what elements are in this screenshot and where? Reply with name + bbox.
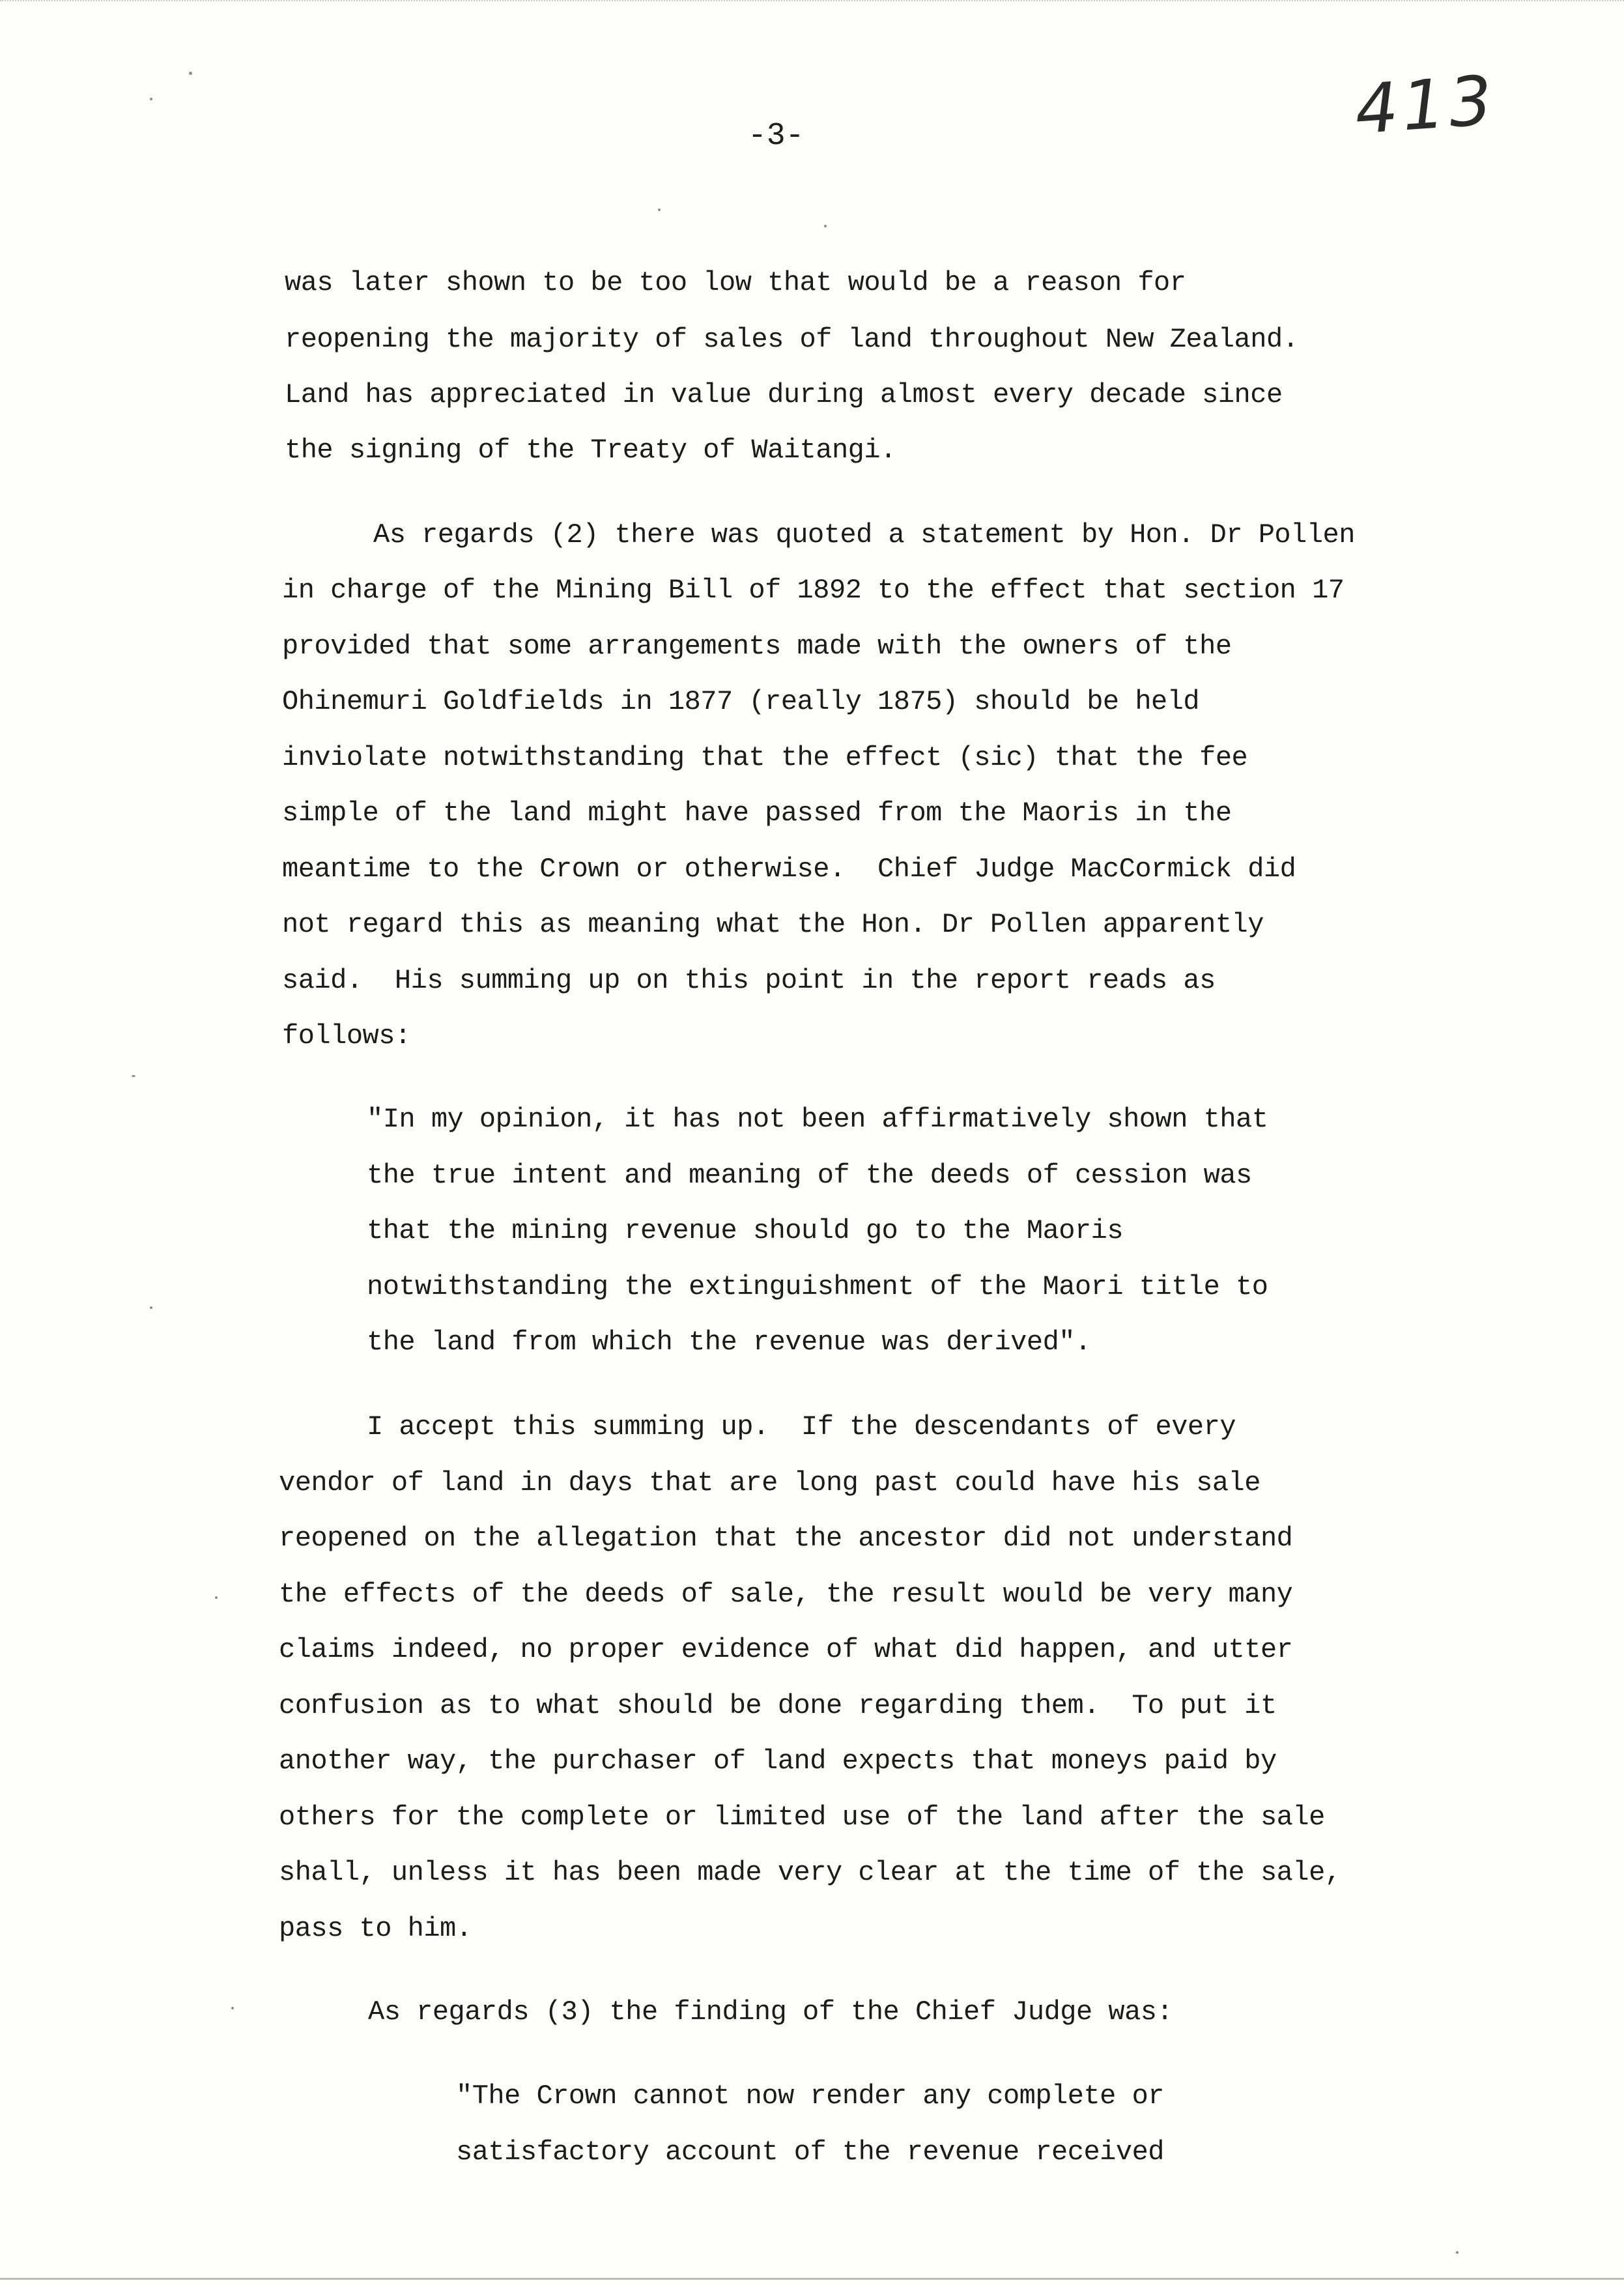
- scan-speck: [658, 208, 661, 211]
- scan-speck: [150, 1306, 152, 1309]
- text-line: claims indeed, no proper evidence of what did happen, and utter: [279, 1634, 1293, 1665]
- text-line: meantime to the Crown or otherwise. Chief Judge MacCormick did: [282, 854, 1296, 885]
- text-line: satisfactory account of the revenue received: [456, 2136, 1164, 2168]
- text-line: pass to him.: [279, 1913, 472, 1944]
- text-line: "The Crown cannot now render any complete or: [456, 2080, 1164, 2112]
- handwritten-folio-number: 413: [1352, 60, 1499, 150]
- text-line: said. His summing up on this point in the report reads as: [282, 965, 1216, 996]
- page-bottom-edge: [0, 2278, 1624, 2281]
- text-line: Ohinemuri Goldfields in 1877 (really 1875) should be held: [282, 686, 1200, 717]
- text-line: the land from which the revenue was derived".: [367, 1327, 1091, 1358]
- text-line: another way, the purchaser of land expects that moneys paid by: [279, 1746, 1277, 1777]
- text-line: provided that some arrangements made with the owners of the: [282, 631, 1232, 662]
- text-line: As regards (2) there was quoted a statement by Hon. Dr Pollen: [373, 519, 1355, 551]
- text-line: inviolate notwithstanding that the effect (sic) that the fee: [282, 742, 1248, 773]
- text-line: was later shown to be too low that would be a reason for: [285, 267, 1186, 298]
- scan-speck: [150, 98, 152, 100]
- text-line: the true intent and meaning of the deeds of cession was: [367, 1160, 1252, 1191]
- scan-speck: [189, 72, 192, 75]
- page-number: -3-: [748, 119, 805, 154]
- text-line: Land has appreciated in value during almost every decade since: [285, 379, 1283, 410]
- text-line: the signing of the Treaty of Waitangi.: [285, 435, 896, 466]
- text-line: confusion as to what should be done regarding them. To put it: [279, 1690, 1277, 1721]
- text-line: that the mining revenue should go to the Maoris: [367, 1215, 1124, 1246]
- text-line: the effects of the deeds of sale, the result would be very many: [279, 1579, 1293, 1610]
- page-top-edge: [0, 0, 1624, 5]
- text-line: "In my opinion, it has not been affirmatively shown that: [367, 1104, 1268, 1135]
- text-line: follows:: [282, 1020, 411, 1052]
- text-line: shall, unless it has been made very clear at the time of the sale,: [279, 1857, 1341, 1888]
- scan-speck: [231, 2007, 234, 2009]
- text-line: reopened on the allegation that the ancestor did not understand: [279, 1523, 1293, 1554]
- scan-speck: [1456, 2251, 1459, 2254]
- text-line: vendor of land in days that are long past could have his sale: [279, 1467, 1261, 1499]
- text-line: others for the complete or limited use of the land after the sale: [279, 1802, 1325, 1833]
- text-line: I accept this summing up. If the descendants of every: [367, 1411, 1236, 1443]
- text-line: notwithstanding the extinguishment of the Maori title to: [367, 1271, 1268, 1302]
- scan-speck: [215, 1596, 218, 1599]
- scan-speck: [132, 1075, 135, 1077]
- scan-speck: [824, 225, 827, 227]
- text-line: in charge of the Mining Bill of 1892 to the effect that section 17: [282, 575, 1345, 606]
- text-line: not regard this as meaning what the Hon. Dr Pollen apparently: [282, 909, 1264, 940]
- text-line: simple of the land might have passed from the Maoris in the: [282, 798, 1232, 829]
- text-line: As regards (3) the finding of the Chief Judge was:: [368, 1996, 1173, 2028]
- text-line: reopening the majority of sales of land throughout New Zealand.: [285, 324, 1299, 355]
